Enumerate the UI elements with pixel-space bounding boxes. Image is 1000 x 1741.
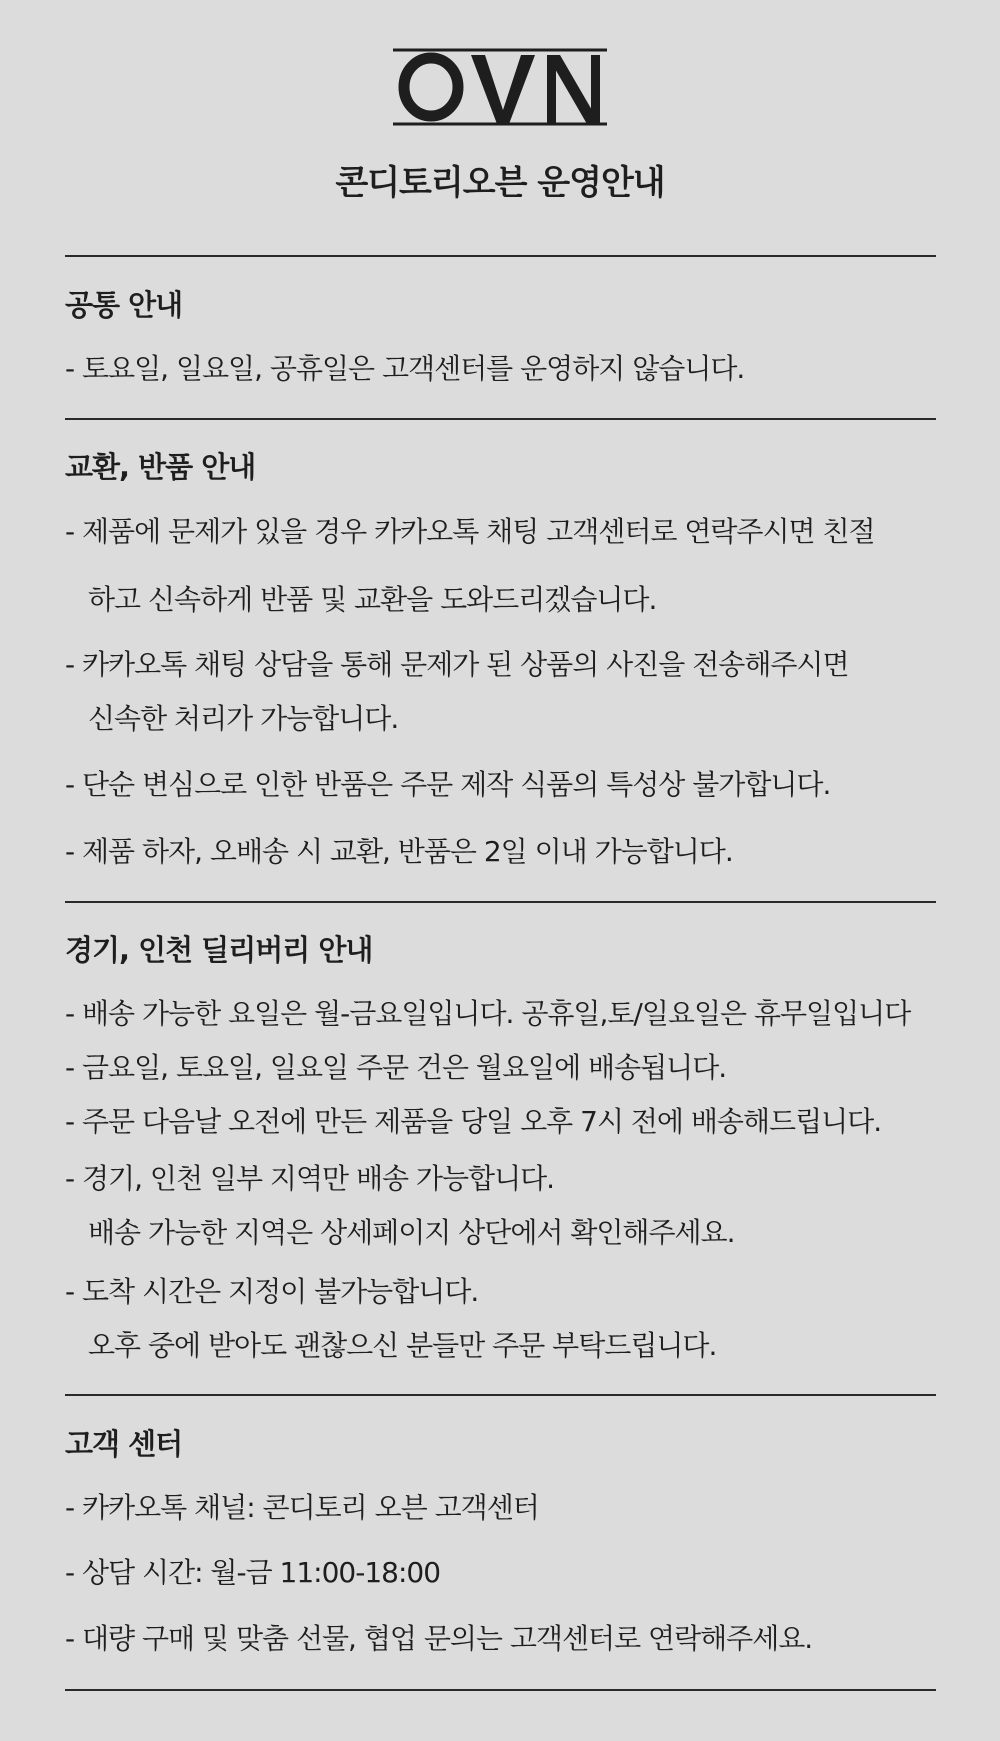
notice-line: - 제품에 문제가 있을 경우 카카오톡 채팅 고객센터로 연락주시면 친절 <box>65 515 875 548</box>
section-divider <box>65 418 936 420</box>
section-heading: 고객 센터 <box>65 1427 183 1461</box>
notice-line: - 금요일, 토요일, 일요일 주문 건은 월요일에 배송됩니다. <box>65 1051 727 1084</box>
notice-line-continued: 신속한 처리가 가능합니다. <box>88 702 399 735</box>
section-divider <box>65 1689 936 1691</box>
notice-line: - 배송 가능한 요일은 월-금요일입니다. 공휴일,토/일요일은 휴무일입니다 <box>65 997 911 1030</box>
notice-line-continued: 오후 중에 받아도 괜찮으신 분들만 주문 부탁드립니다. <box>88 1329 717 1362</box>
notice-line: - 대량 구매 및 맞춤 선물, 협업 문의는 고객센터로 연락해주세요. <box>65 1622 813 1655</box>
page-title: 콘디토리오븐 운영안내 <box>335 163 665 203</box>
section-divider <box>65 901 936 903</box>
section-heading: 공통 안내 <box>65 288 183 322</box>
section-divider <box>65 1394 936 1396</box>
ovn-logo <box>393 48 607 126</box>
notice-line: - 카카오톡 채팅 상담을 통해 문제가 된 상품의 사진을 전송해주시면 <box>65 648 849 681</box>
notice-line: - 상담 시간: 월-금 11:00-18:00 <box>65 1556 441 1589</box>
notice-line-continued: 하고 신속하게 반품 및 교환을 도와드리겠습니다. <box>88 583 657 616</box>
notice-line: - 카카오톡 채널: 콘디토리 오븐 고객센터 <box>65 1491 539 1524</box>
notice-line: - 토요일, 일요일, 공휴일은 고객센터를 운영하지 않습니다. <box>65 352 745 385</box>
notice-line: - 도착 시간은 지정이 불가능합니다. <box>65 1275 479 1308</box>
notice-line: - 주문 다음날 오전에 만든 제품을 당일 오후 7시 전에 배송해드립니다. <box>65 1105 882 1138</box>
section-divider <box>65 255 936 257</box>
notice-line: - 제품 하자, 오배송 시 교환, 반품은 2일 이내 가능합니다. <box>65 835 733 868</box>
section-heading: 경기, 인천 딜리버리 안내 <box>65 933 373 967</box>
notice-line: - 단순 변심으로 인한 반품은 주문 제작 식품의 특성상 불가합니다. <box>65 768 831 801</box>
notice-line-continued: 배송 가능한 지역은 상세페이지 상단에서 확인해주세요. <box>88 1216 735 1249</box>
notice-line: - 경기, 인천 일부 지역만 배송 가능합니다. <box>65 1162 555 1195</box>
section-heading: 교환, 반품 안내 <box>65 450 256 484</box>
